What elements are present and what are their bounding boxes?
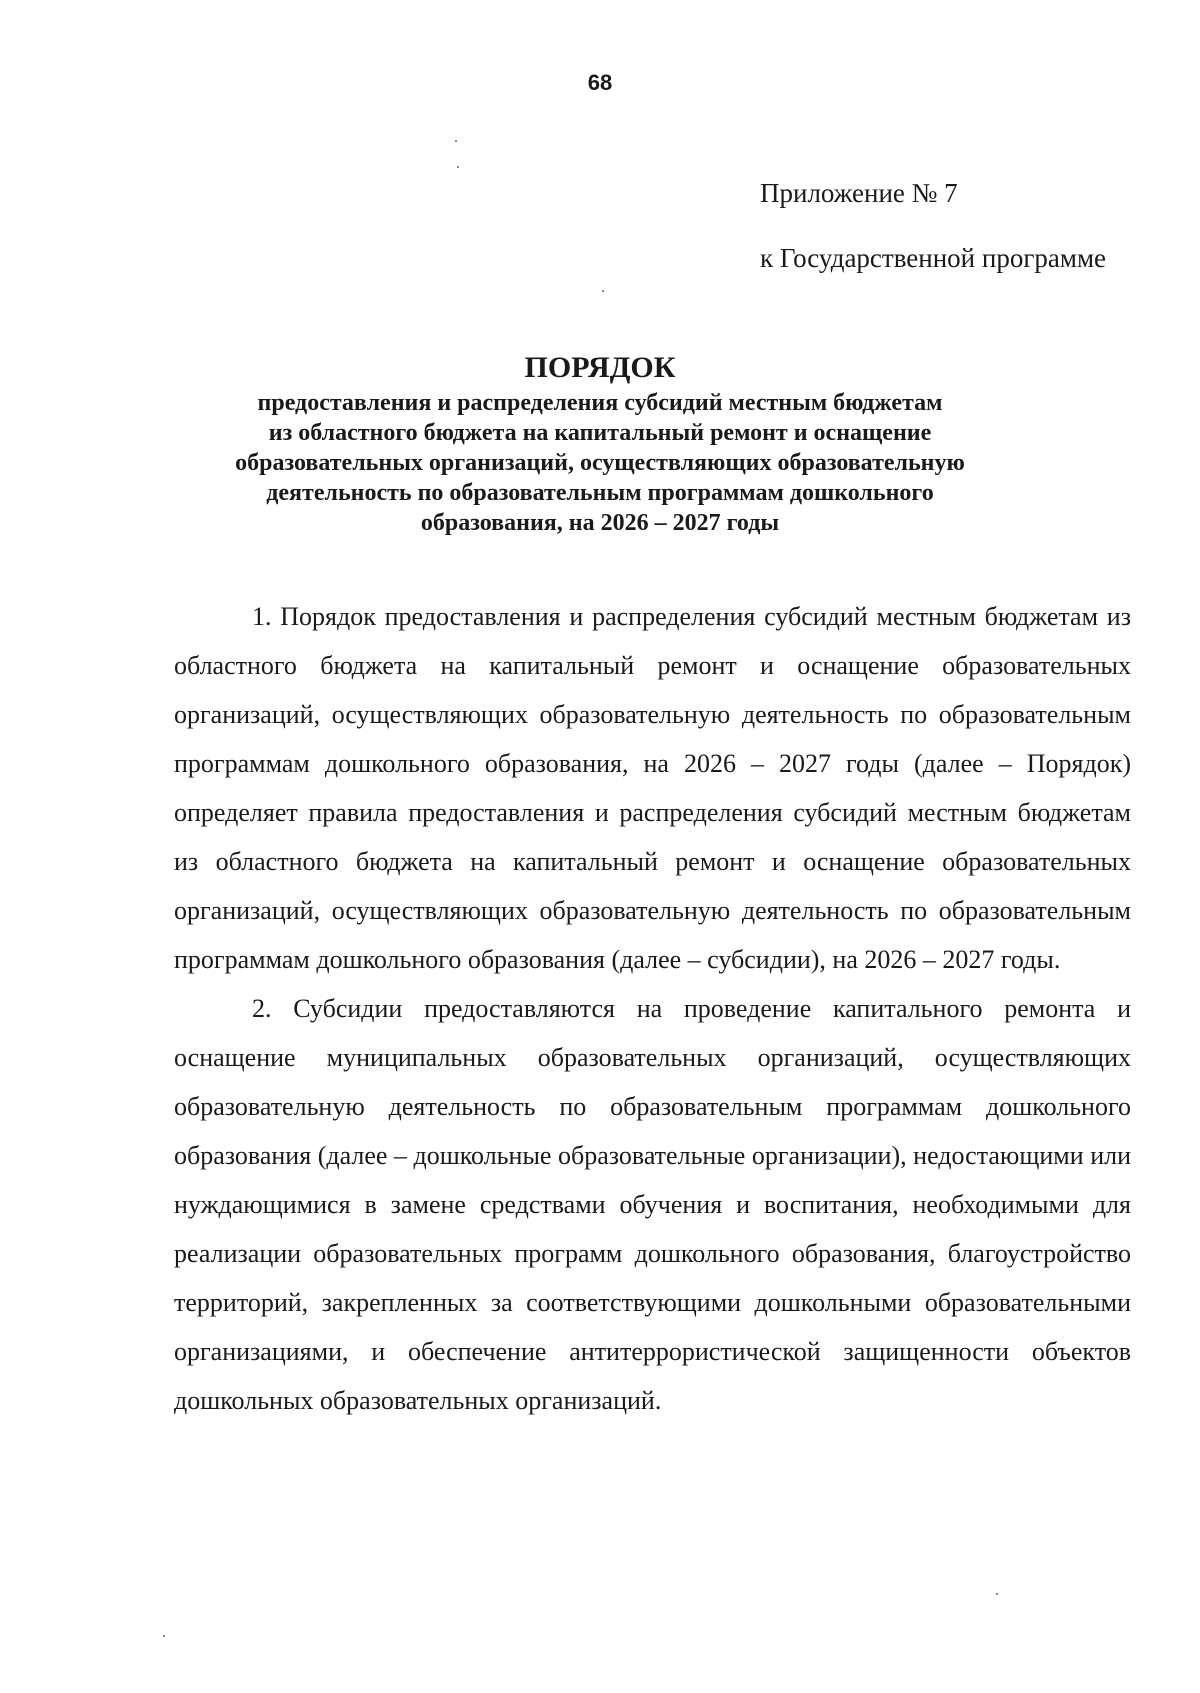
title-line-5: образования, на 2026 – 2027 годы — [420, 510, 780, 536]
title-line-2: из областного бюджета на капитальный ремонт и оснащение — [268, 420, 932, 446]
title-main: ПОРЯДОК — [524, 351, 676, 384]
title-line-3: образовательных организаций, осуществляющих образовательную — [235, 450, 965, 476]
scan-speck — [457, 166, 459, 168]
document-title — [150, 348, 1050, 538]
scan-speck — [602, 290, 604, 292]
scan-speck — [163, 1635, 165, 1637]
paragraph-1: 1. Порядок предоставления и распределения субсидий местным бюджетам из областного бюджета на капитальный ремонт и оснащение образовательных организаций, осуществляющих образовательную деятельность по образовательным программам дошкольного образования, на 2026 – 2027 годы (далее – Порядок) определяет правила предоставления и распределения субсидий местным бюджетам из областного бюджета на капитальный ремонт и оснащение образовательных организаций, осуществляющих образовательную деятельность по образовательным программам дошкольного образования (далее – субсидии), на 2026 – 2027 годы. — [174, 602, 1131, 974]
scan-speck — [996, 1593, 998, 1595]
title-line-1: предоставления и распределения субсидий местным бюджетам — [257, 390, 943, 416]
title-line-4: деятельность по образовательным программам дошкольного — [266, 480, 934, 506]
appendix-number: Приложение № 7 — [760, 178, 958, 208]
document-body — [174, 592, 1131, 1425]
scan-speck — [455, 140, 457, 142]
page-number: 68 — [587, 70, 613, 95]
appendix-reference: к Государственной программе — [760, 243, 1107, 273]
paragraph-2: 2. Субсидии предоставляются на проведение капитального ремонта и оснащение муниципальных образовательных организаций, осуществляющих образовательную деятельность по образовательным программам дошкольного образования (далее – дошкольные образовательные организации), недостающими или нуждающимися в замене средствами обучения и воспитания, необходимыми для реализации образовательных программ дошкольного образования, благоустройство территорий, закрепленных за соответствующими дошкольными образовательными организациями, и обеспечение антитеррористической защищенности объектов дошкольных образовательных организаций. — [174, 994, 1131, 1415]
